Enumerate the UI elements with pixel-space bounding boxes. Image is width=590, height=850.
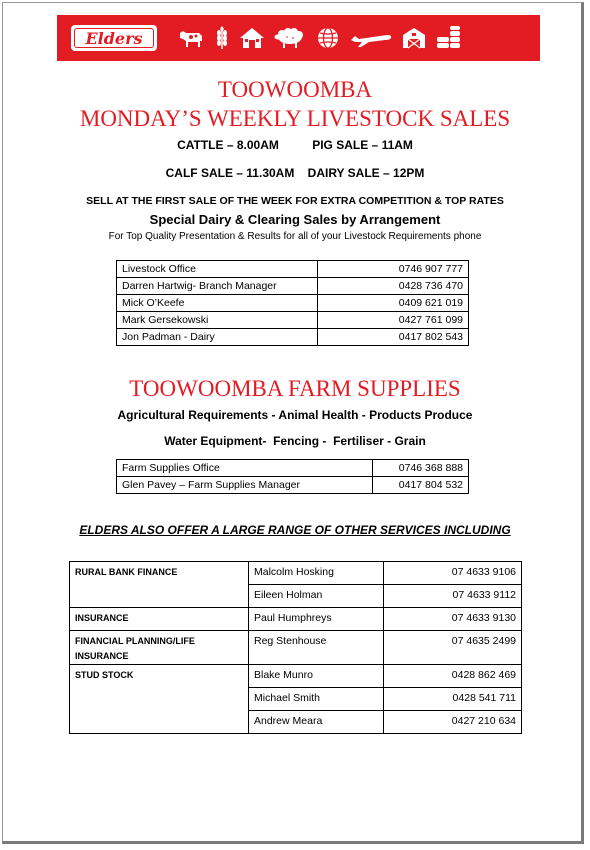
service-contact-phone: 0427 210 634	[384, 711, 522, 734]
table-row	[117, 460, 469, 477]
contact-phone: 0746 907 777	[318, 261, 469, 278]
page-title: TOOWOOMBA	[217, 77, 373, 102]
service-contact-phone: 0428 862 469	[384, 665, 522, 688]
icon-row	[177, 26, 461, 50]
table-row	[70, 562, 522, 585]
wheat-icon	[213, 26, 231, 50]
special-sales: Special Dairy & Clearing Sales by Arrangement	[149, 212, 441, 227]
barn-icon	[401, 26, 427, 50]
service-contact-name: Andrew Meara	[249, 711, 384, 734]
table-row	[70, 608, 522, 631]
globe-icon	[315, 26, 341, 50]
service-contact-name: Blake Munro	[249, 665, 384, 688]
contact-name: Mick O’Keefe	[117, 295, 318, 312]
service-contact-phone: 07 4633 9106	[384, 562, 522, 585]
contact-name: Mark Gersekowski	[117, 312, 318, 329]
contact-name: Farm Supplies Office	[117, 460, 373, 477]
brand-banner	[57, 15, 540, 61]
contact-phone: 0417 802 543	[318, 329, 469, 346]
table-row	[117, 477, 469, 494]
contact-phone: 0427 761 099	[318, 312, 469, 329]
service-contact-phone: 07 4633 9112	[384, 585, 522, 608]
service-contact-name: Eileen Holman	[249, 585, 384, 608]
sale-times-2: CALF SALE – 11.30AM DAIRY SALE – 12PM	[165, 166, 425, 180]
service-contact-name: Reg Stenhouse	[249, 631, 384, 665]
services-table	[69, 561, 522, 734]
page-subtitle: MONDAY’S WEEKLY LIVESTOCK SALES	[79, 106, 511, 131]
table-row	[117, 261, 469, 278]
contact-name: Darren Hartwig- Branch Manager	[117, 278, 318, 295]
contact-name: Jon Padman - Dairy	[117, 329, 318, 346]
house-icon	[239, 26, 265, 50]
coins-icon	[435, 26, 461, 50]
service-contact-name: Michael Smith	[249, 688, 384, 711]
logo-text: Elders	[74, 28, 154, 48]
service-contact-name: Paul Humphreys	[249, 608, 384, 631]
service-contact-name: Malcolm Hosking	[249, 562, 384, 585]
service-category: INSURANCE	[70, 608, 249, 631]
service-contact-phone: 07 4633 9130	[384, 608, 522, 631]
service-contact-phone: 0428 541 711	[384, 688, 522, 711]
contact-name: Glen Pavey – Farm Supplies Manager	[117, 477, 373, 494]
contact-phone: 0428 736 470	[318, 278, 469, 295]
elders-logo	[71, 25, 157, 51]
table-row	[117, 312, 469, 329]
plane-icon	[349, 27, 393, 49]
farm-supplies-title: TOOWOOMBA FARM SUPPLIES	[129, 376, 461, 401]
cattle-icon	[177, 27, 205, 49]
contact-name: Livestock Office	[117, 261, 318, 278]
farm-supplies-line-2: Water Equipment- Fencing - Fertiliser - Grain	[164, 434, 426, 448]
table-row	[70, 665, 522, 688]
table-row	[117, 329, 469, 346]
sheep-icon	[273, 26, 307, 50]
sale-times-1: CATTLE – 8.00AM PIG SALE – 11AM	[177, 138, 413, 152]
farm-supplies-line-1: Agricultural Requirements - Animal Health - Products Produce	[117, 408, 473, 422]
table-row	[70, 631, 522, 665]
livestock-contacts-table	[116, 260, 469, 346]
service-category: STUD STOCK	[70, 665, 249, 734]
contact-phone: 0409 621 019	[318, 295, 469, 312]
contact-phone: 0746 368 888	[373, 460, 469, 477]
service-category: FINANCIAL PLANNING/LIFE INSURANCE	[70, 631, 249, 665]
table-row	[117, 295, 469, 312]
service-contact-phone: 07 4635 2499	[384, 631, 522, 665]
table-row	[117, 278, 469, 295]
phone-note: For Top Quality Presentation & Results for all of your Livestock Requirements phone	[108, 231, 482, 242]
services-heading: ELDERS ALSO OFFER A LARGE RANGE OF OTHER SERVICES INCLUDING	[79, 523, 511, 537]
tagline: SELL AT THE FIRST SALE OF THE WEEK FOR EXTRA COMPETITION & TOP RATES	[86, 195, 504, 207]
contact-phone: 0417 804 532	[373, 477, 469, 494]
service-category: RURAL BANK FINANCE	[70, 562, 249, 608]
farm-supplies-contacts-table	[116, 459, 469, 494]
